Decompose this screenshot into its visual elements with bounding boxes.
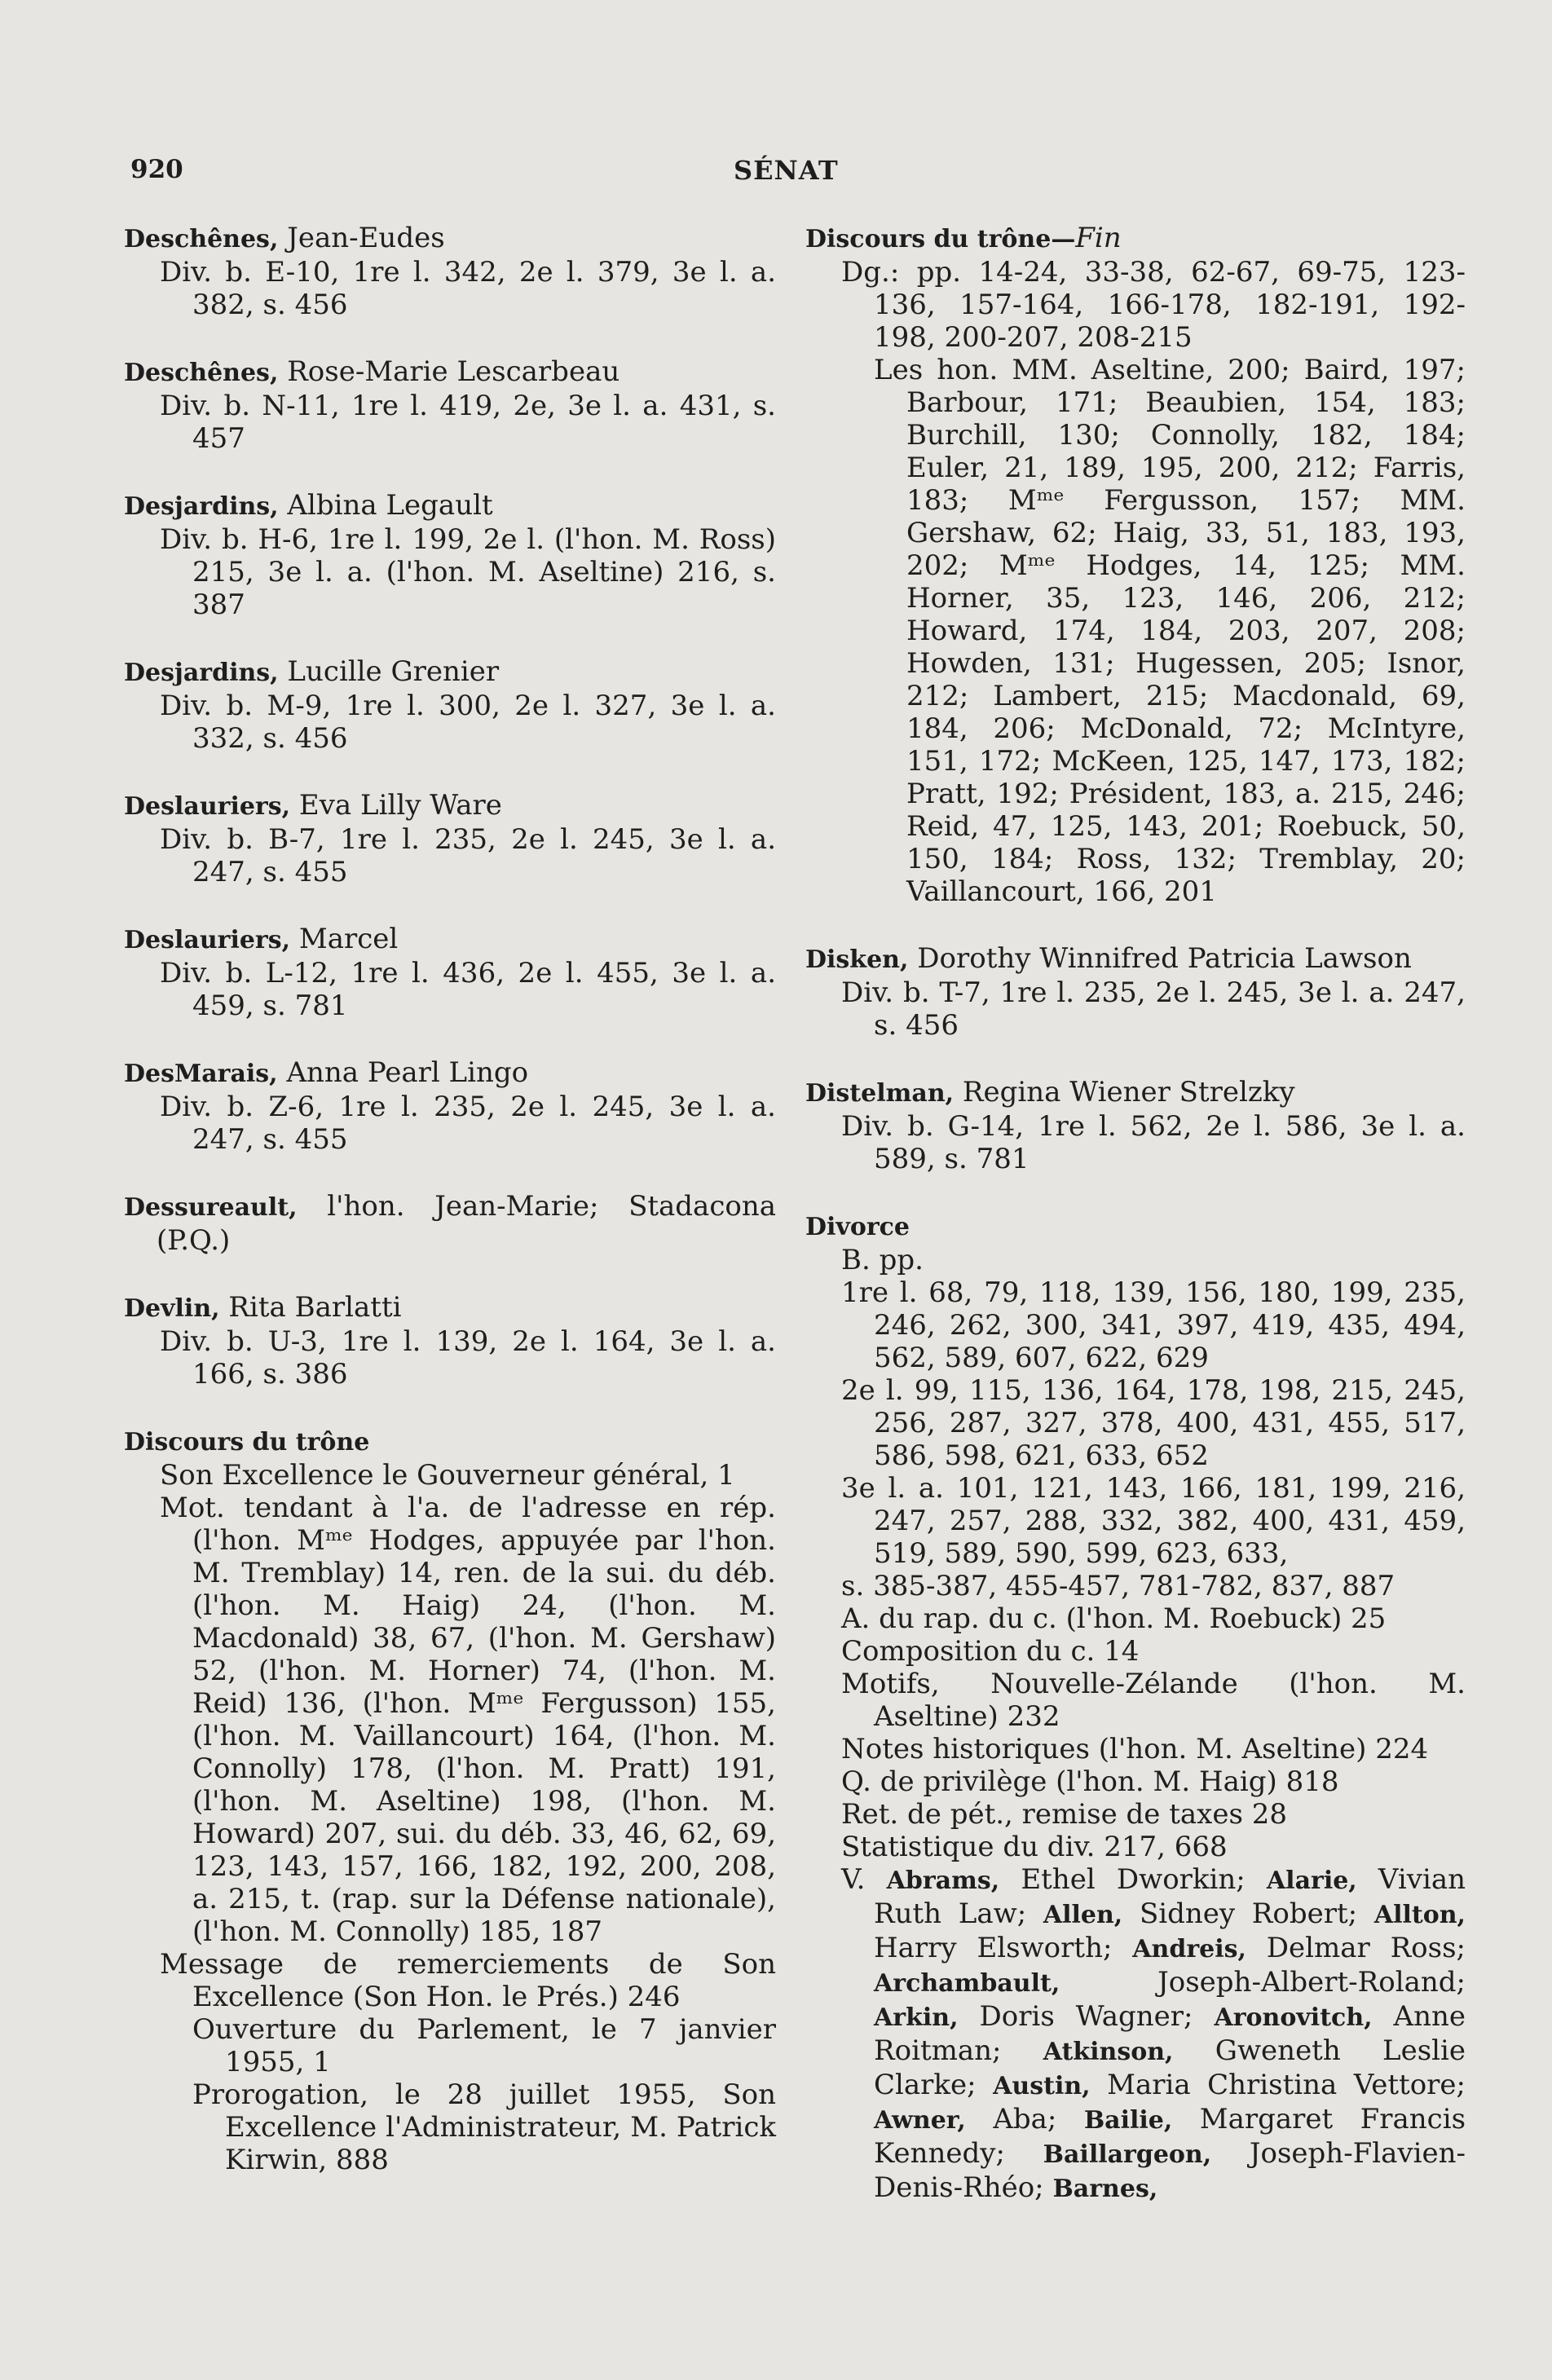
entry-surname: Desjardins, bbox=[124, 659, 279, 687]
entry-detail: Ouverture du Parlement, le 7 janvier 1955, 1 bbox=[192, 2013, 776, 2078]
see-also-given-name: Maria Christina Vettore; bbox=[1107, 2069, 1466, 2101]
entry-given-name: Regina Wiener Strelzky bbox=[962, 1076, 1295, 1108]
entry-detail: Div. b. N-11, 1re l. 419, 2e, 3e l. a. 431, s. 457 bbox=[160, 390, 776, 455]
entry-detail: 2e l. 99, 115, 136, 164, 178, 198, 215, 245, 256, 287, 327, 378, 400, 431, 455, 517, 586, 598, 621, 633, 652 bbox=[841, 1374, 1466, 1472]
see-also-label: V. bbox=[841, 1863, 866, 1896]
entry-surname: Dessureault, bbox=[124, 1193, 298, 1222]
see-also-surname: Abrams, bbox=[886, 1867, 1000, 1895]
see-also-given-name: Margaret Francis Kennedy; bbox=[874, 2103, 1466, 2170]
entry-surname: Deschênes, bbox=[124, 359, 279, 387]
index-entry bbox=[124, 355, 776, 455]
entry-given-name: Albina Legault bbox=[287, 489, 493, 522]
left-column bbox=[124, 222, 776, 2210]
entry-surname: Desjardins, bbox=[124, 492, 279, 521]
entry-given-name: Rita Barlatti bbox=[228, 1291, 402, 1324]
index-entry bbox=[805, 222, 1466, 908]
entry-surname: Deschênes, bbox=[124, 225, 279, 253]
entry-subject: Discours du trône bbox=[124, 1428, 370, 1457]
see-also-surname: Atkinson, bbox=[1043, 2038, 1174, 2066]
entry-detail: Div. b. Z-6, 1re l. 235, 2e l. 245, 3e l. a. 247, s. 455 bbox=[160, 1091, 776, 1156]
index-entry bbox=[124, 489, 776, 621]
entry-detail: s. 385-387, 455-457, 781-782, 837, 887 bbox=[841, 1570, 1395, 1602]
entry-detail: Div. b. G-14, 1re l. 562, 2e l. 586, 3e l. a. 589, s. 781 bbox=[841, 1110, 1466, 1175]
index-entry bbox=[124, 1425, 776, 2176]
entry-heading bbox=[124, 355, 776, 390]
entry-heading bbox=[124, 655, 776, 690]
entry-detail: Dg.: pp. 14-24, 33-38, 62-67, 69-75, 123-136, 157-164, 166-178, 182-191, 192-198, 200-207, 208-215 bbox=[841, 256, 1466, 354]
page-number: 920 bbox=[130, 155, 183, 184]
entry-detail: 1re l. 68, 79, 118, 139, 156, 180, 199, 235, 246, 262, 300, 341, 397, 419, 435, 494, 562, 589, 607, 622, 629 bbox=[841, 1276, 1466, 1374]
entry-detail: Div. b. E-10, 1re l. 342, 2e l. 379, 3e l. a. 382, s. 456 bbox=[160, 256, 776, 321]
entry-detail: Div. b. U-3, 1re l. 139, 2e l. 164, 3e l. a. 166, s. 386 bbox=[160, 1325, 776, 1391]
see-also-surname: Arkin, bbox=[874, 2003, 959, 2032]
entry-detail: Les hon. MM. Aseltine, 200; Baird, 197; Barbour, 171; Beaubien, 154, 183; Burchill, 130; Connolly, 182, 184; Euler, 21, 189, 195, 200, 212; Farris, 183; Mᵐᵉ Fergusson, 157; MM. Gershaw, 62; Haig, 33, 51, 183, 193, 202; Mᵐᵉ Hodges, 14, 125; MM. Horner, 35, 123, 146, 206, 212; Howard, 174, 184, 203, 207, 208; Howden, 131; Hugessen, 205; Isnor, 212; Lambert, 215; Macdonald, 69, 184, 206; McDonald, 72; McIntyre, 151, 172; McKeen, 125, 147, 173, 182; Pratt, 192; Président, 183, a. 215, 246; Reid, 47, 125, 143, 201; Roebuck, 50, 150, 184; Ross, 132; Tremblay, 20; Vaillancourt, 166, 201 bbox=[874, 354, 1466, 908]
entry-surname: Devlin, bbox=[124, 1294, 220, 1323]
see-also-given-name: Aba; bbox=[993, 2103, 1057, 2135]
entry-detail: Statistique du div. 217, 668 bbox=[841, 1831, 1228, 1863]
index-entry bbox=[124, 789, 776, 888]
see-also-given-name: Ethel Dworkin; bbox=[1021, 1863, 1246, 1896]
entry-detail: Ret. de pét., remise de taxes 28 bbox=[841, 1798, 1287, 1831]
see-also-surname: Baillargeon, bbox=[1043, 2140, 1212, 2169]
page-header bbox=[0, 155, 1552, 196]
see-also-surname: Archambault, bbox=[874, 1969, 1060, 1998]
index-entry bbox=[124, 1190, 776, 1257]
entry-given-name: Lucille Grenier bbox=[287, 655, 500, 688]
entry-detail: Div. b. H-6, 1re l. 199, 2e l. (l'hon. M. Ross) 215, 3e l. a. (l'hon. M. Aseltine) 216, s. 387 bbox=[160, 523, 776, 621]
entry-given-name: Anna Pearl Lingo bbox=[286, 1056, 529, 1089]
entry-subject: Discours du trône— bbox=[805, 225, 1076, 253]
see-also-surname: Bailie, bbox=[1083, 2106, 1173, 2135]
entry-given-name: Marcel bbox=[298, 923, 399, 955]
entry-detail: Div. b. B-7, 1re l. 235, 2e l. 245, 3e l. a. 247, s. 455 bbox=[160, 823, 776, 888]
see-also-given-name: Joseph-Flavien-Denis-Rhéo; bbox=[874, 2137, 1466, 2204]
entry-given-name: Rose-Marie Lescarbeau bbox=[287, 355, 620, 388]
index-entry bbox=[805, 1210, 1466, 2206]
entry-subject: Divorce bbox=[805, 1213, 910, 1241]
entry-heading bbox=[805, 942, 1466, 976]
see-also-surname: Andreis, bbox=[1132, 1935, 1246, 1964]
entry-heading bbox=[124, 1291, 776, 1325]
see-also-surname: Awner, bbox=[874, 2106, 966, 2135]
see-also-surname: Austin, bbox=[993, 2072, 1091, 2100]
entry-detail: 3e l. a. 101, 121, 143, 166, 181, 199, 216, 247, 257, 288, 332, 382, 400, 431, 459, 519, 589, 590, 599, 623, 633, bbox=[841, 1472, 1466, 1570]
entry-heading bbox=[124, 489, 776, 523]
entry-detail: Notes historiques (l'hon. M. Aseltine) 224 bbox=[841, 1733, 1429, 1765]
entry-given-name: Eva Lilly Ware bbox=[298, 789, 502, 822]
see-also-surname: Alarie, bbox=[1266, 1867, 1357, 1895]
entry-surname: DesMarais, bbox=[124, 1060, 278, 1088]
entry-heading bbox=[124, 1190, 776, 1257]
index-entry bbox=[124, 1056, 776, 1156]
entry-surname: Distelman, bbox=[805, 1079, 955, 1108]
entry-detail: Motifs, Nouvelle-Zélande (l'hon. M. Aseltine) 232 bbox=[841, 1668, 1466, 1733]
see-also-given-name: Gweneth Leslie Clarke; bbox=[874, 2034, 1466, 2101]
entry-surname: Disken, bbox=[805, 945, 909, 974]
see-also-given-name: Joseph-Albert-Roland; bbox=[1157, 1966, 1466, 1999]
entry-heading bbox=[124, 222, 776, 256]
entry-detail: Div. b. M-9, 1re l. 300, 2e l. 327, 3e l. a. 332, s. 456 bbox=[160, 690, 776, 755]
see-also-given-name: Sidney Robert; bbox=[1139, 1897, 1358, 1930]
index-entry bbox=[124, 923, 776, 1022]
see-also-list bbox=[805, 1863, 1466, 2206]
entry-given-name: l'hon. Jean-Marie; Stadacona (P.Q.) bbox=[157, 1190, 777, 1257]
see-also-surname: Aronovitch, bbox=[1214, 2003, 1373, 2032]
entry-surname: Deslauriers, bbox=[124, 792, 291, 821]
entry-continued-label: Fin bbox=[1075, 222, 1122, 254]
entry-heading bbox=[805, 1076, 1466, 1110]
entry-detail: Mot. tendant à l'a. de l'adresse en rép. (l'hon. Mᵐᵉ Hodges, appuyée par l'hon. M. Tremblay) 14, ren. de la sui. du déb. (l'hon. M. Haig) 24, (l'hon. M. Macdonald) 38, 67, (l'hon. M. Gershaw) 52, (l'hon. M. Horner) 74, (l'hon. M. Reid) 136, (l'hon. Mᵐᵉ Fergusson) 155, (l'hon. M. Vaillancourt) 164, (l'hon. M. Connolly) 178, (l'hon. M. Pratt) 191, (l'hon. M. Aseltine) 198, (l'hon. M. Howard) 207, sui. du déb. 33, 46, 62, 69, 123, 143, 157, 166, 182, 192, 200, 208, a. 215, t. (rap. sur la Défense nationale), (l'hon. M. Connolly) 185, 187 bbox=[160, 1492, 776, 1948]
entry-surname: Deslauriers, bbox=[124, 926, 291, 954]
see-also-surname: Allen, bbox=[1043, 1901, 1123, 1929]
index-entry bbox=[124, 655, 776, 755]
entry-detail: Message de remerciements de Son Excellence (Son Hon. le Prés.) 246 bbox=[160, 1948, 776, 2013]
running-title: SÉNAT bbox=[734, 155, 839, 186]
entry-heading bbox=[124, 789, 776, 823]
see-also-given-name: Doris Wagner; bbox=[979, 2000, 1193, 2033]
right-column bbox=[805, 222, 1466, 2240]
entry-detail: Son Excellence le Gouverneur général, 1 bbox=[160, 1459, 735, 1492]
entry-heading bbox=[805, 1210, 1466, 1244]
index-entry bbox=[124, 222, 776, 321]
index-entry bbox=[805, 1076, 1466, 1175]
index-entry bbox=[805, 942, 1466, 1042]
index-entry bbox=[124, 1291, 776, 1391]
entry-heading bbox=[124, 1425, 776, 1459]
see-also-given-name: Anne Roitman; bbox=[874, 2000, 1466, 2067]
see-also-given-name: Harry Elsworth; bbox=[874, 1932, 1113, 1964]
entry-heading bbox=[124, 923, 776, 957]
see-also-given-name: Vivian Ruth Law; bbox=[874, 1863, 1466, 1930]
entry-heading bbox=[805, 222, 1466, 256]
entry-detail: Prorogation, le 28 juillet 1955, Son Excellence l'Administrateur, M. Patrick Kirwin, 888 bbox=[192, 2078, 776, 2176]
entry-detail: Composition du c. 14 bbox=[841, 1635, 1140, 1668]
entry-detail: Div. b. L-12, 1re l. 436, 2e l. 455, 3e l. a. 459, s. 781 bbox=[160, 957, 776, 1022]
entry-detail: Div. b. T-7, 1re l. 235, 2e l. 245, 3e l. a. 247, s. 456 bbox=[841, 976, 1466, 1042]
entry-given-name: Dorothy Winnifred Patricia Lawson bbox=[917, 942, 1412, 975]
entry-heading bbox=[124, 1056, 776, 1091]
entry-given-name: Jean-Eudes bbox=[287, 222, 445, 254]
entry-detail: Q. de privilège (l'hon. M. Haig) 818 bbox=[841, 1765, 1339, 1798]
see-also-surname: Barnes, bbox=[1052, 2175, 1158, 2203]
see-also-surname: Allton, bbox=[1373, 1901, 1466, 1929]
see-also-given-name: Delmar Ross; bbox=[1266, 1932, 1466, 1964]
entry-detail: B. pp. bbox=[841, 1244, 924, 1276]
entry-detail: A. du rap. du c. (l'hon. M. Roebuck) 25 bbox=[841, 1602, 1387, 1635]
